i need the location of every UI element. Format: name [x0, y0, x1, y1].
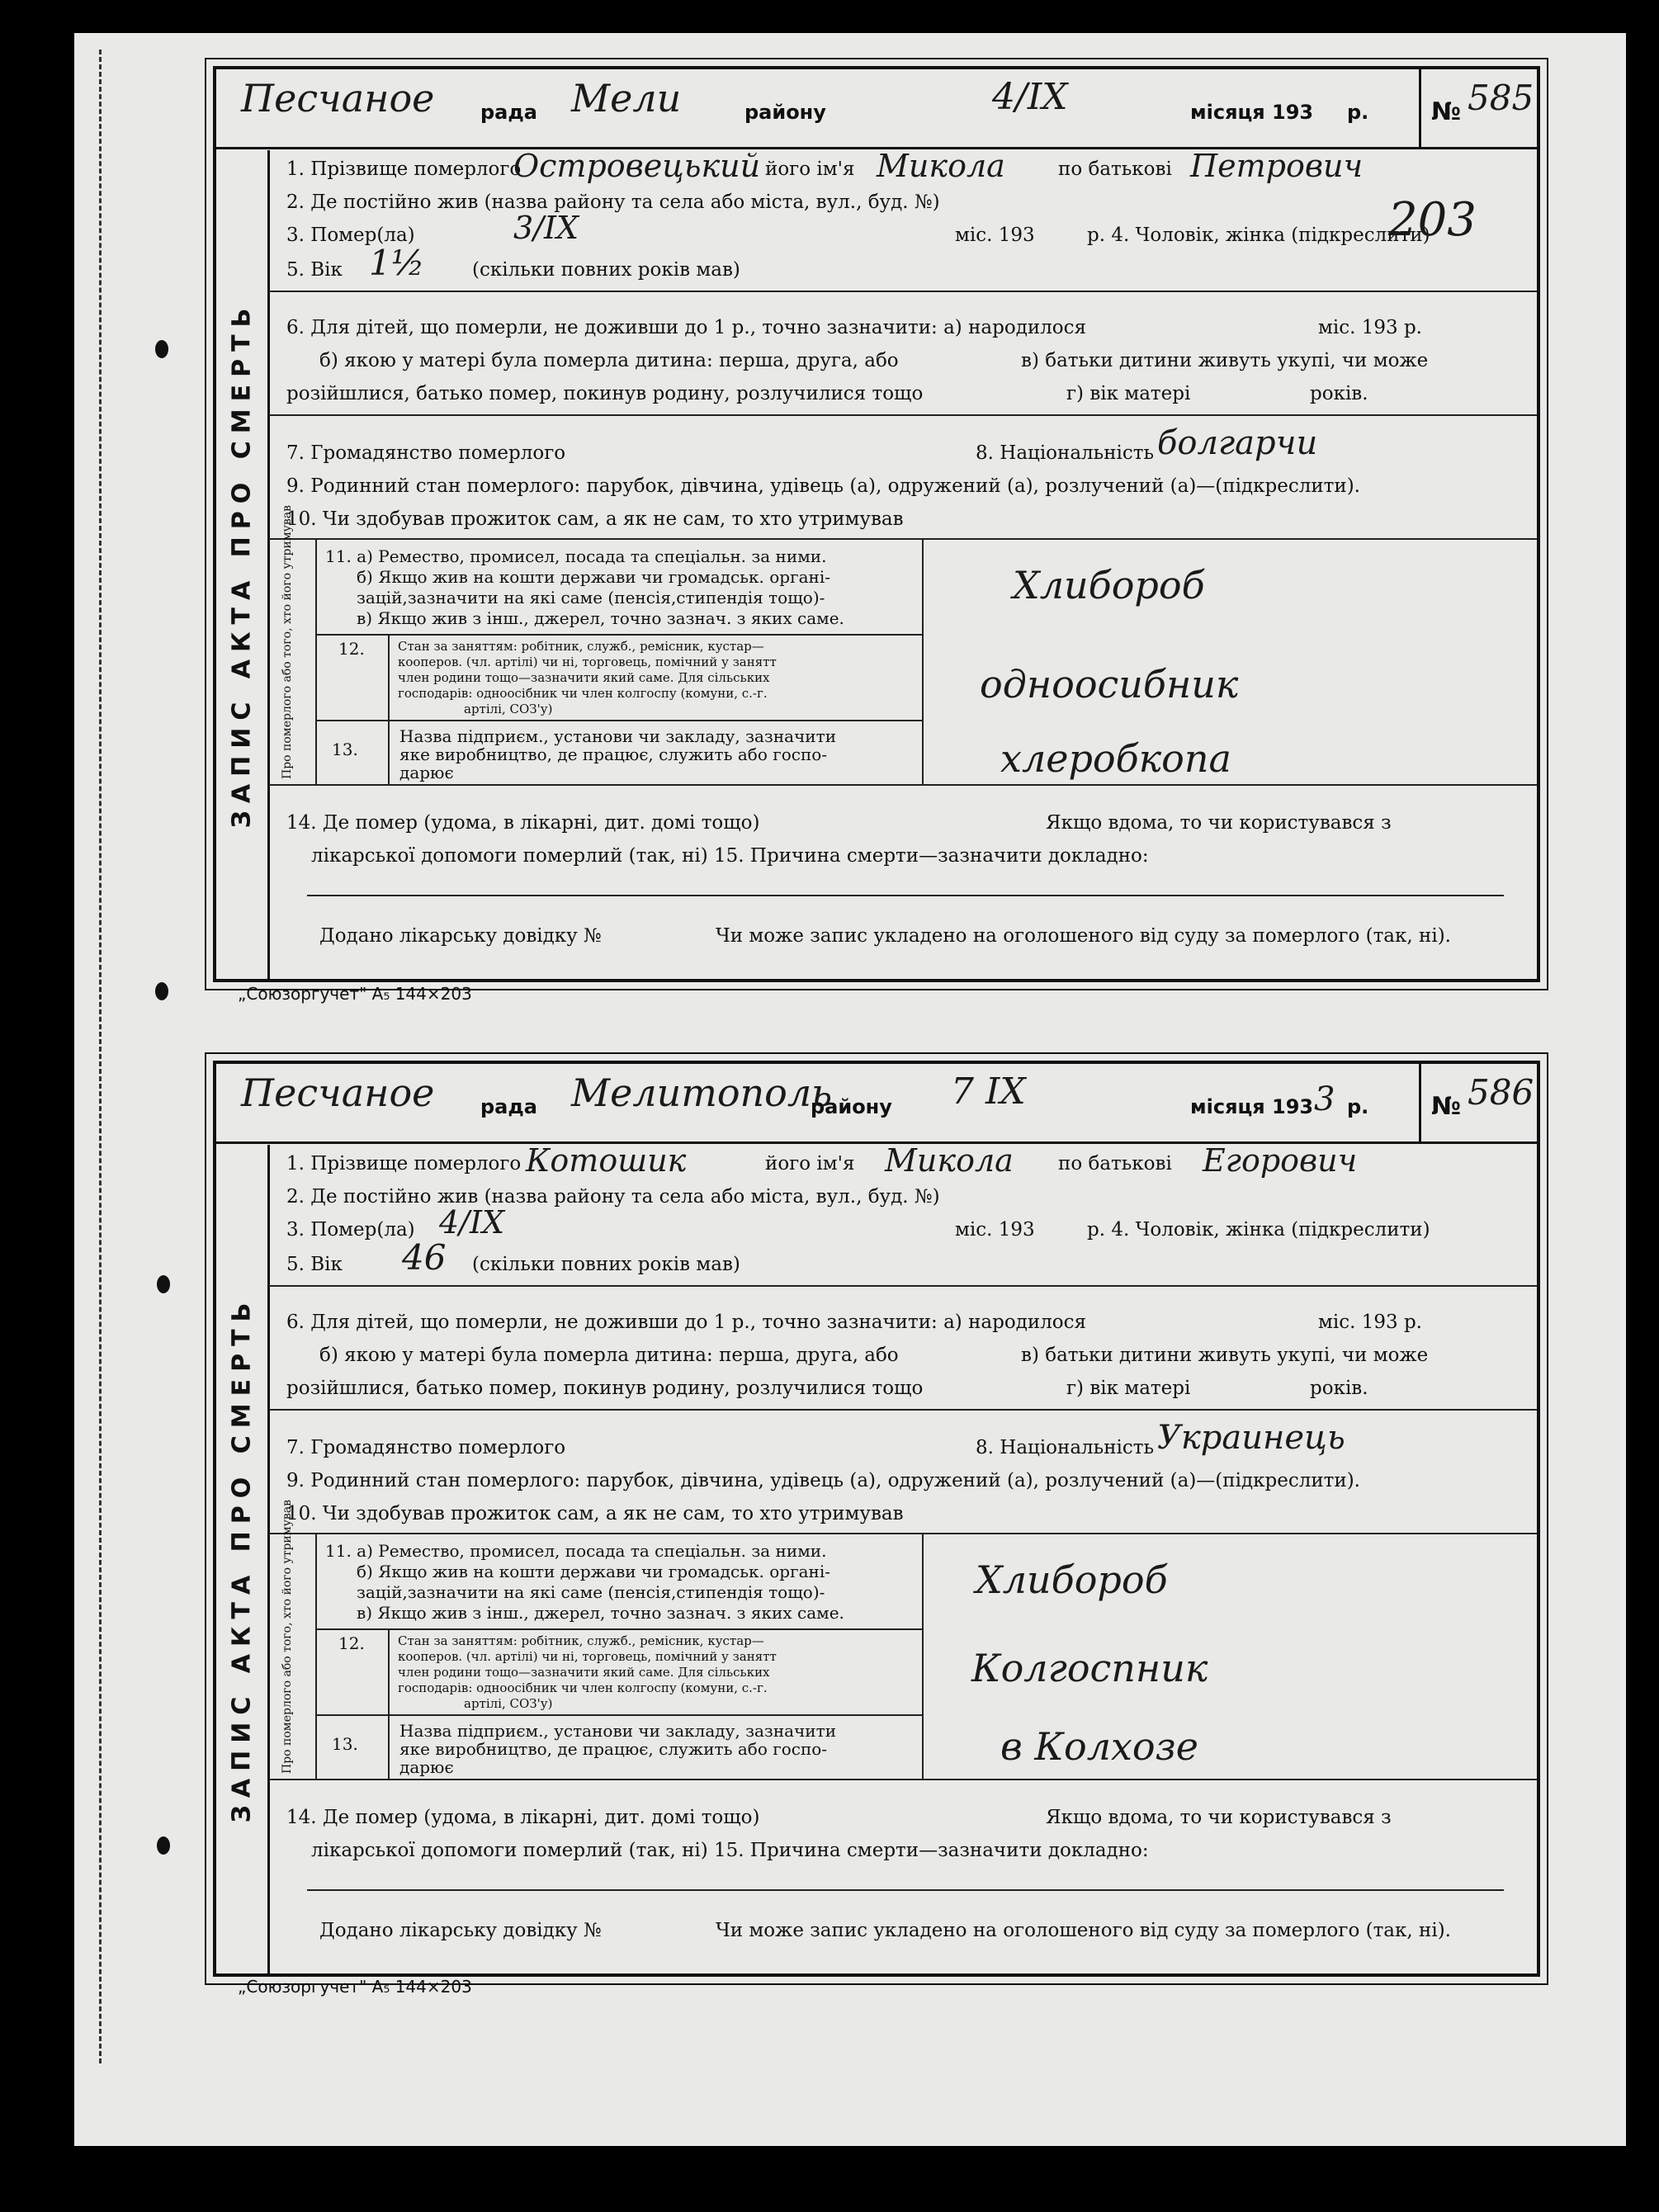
q5-label: 5. Вік — [286, 259, 343, 281]
record-date-value: 4/IX — [992, 76, 1068, 118]
record-number-box — [1419, 69, 1537, 147]
given-name-value: Микола — [885, 1142, 1014, 1179]
q11-line: б) Якщо жив на кошти держави чи громадськ. органі- — [357, 1562, 830, 1581]
q12-line: господарів: одноосібник чи член колгоспу (комуни, с.-г. — [398, 686, 768, 701]
name-label: його ім'я — [765, 1153, 855, 1175]
q11-line: зацій,зазначити на які саме (пенсія,стипендія тощо)- — [357, 1582, 825, 1602]
q12-line: член родини тощо—зазначити який саме. Для сільських — [398, 670, 770, 685]
q4-label: р. 4. Чоловік, жінка (підкреслити) — [1087, 225, 1430, 246]
form-footer: „Союзоргучет" А₅ 144×203 — [238, 1977, 472, 1997]
district-value: Мелитополь — [571, 1071, 833, 1115]
q12-line: господарів: одноосібник чи член колгоспу (комуни, с.-г. — [398, 1680, 768, 1695]
q9-label: 9. Родинний стан померлого: парубок, дівчина, удівець (а), одружений (а), розлучений (а)—(підкреслити). — [286, 1470, 1360, 1491]
punch-hole — [157, 1275, 170, 1293]
q3-month-label: міс. 193 — [955, 225, 1035, 246]
q11-line: б) Якщо жив на кошти держави чи громадськ. органі- — [357, 567, 830, 587]
q13-line: Назва підприєм., установи чи закладу, зазначити — [399, 1721, 837, 1741]
q1-label: 1. Прізвище померлого — [286, 1153, 522, 1175]
q15-label: лікарської допомоги померлий (так, ні) 15. Причина смерти—зазначити докладно: — [311, 845, 1149, 867]
q12-line: кооперов. (чл. артілі) чи ні, торговець, помічний у занятт — [398, 1649, 777, 1664]
record-number: 585 — [1468, 78, 1534, 118]
q12-line: артілі, СОЗ'у) — [464, 702, 553, 716]
q6-line2-tail: в) батьки дитини живуть укупі, чи може — [1021, 350, 1429, 371]
workplace-value: в Колхозе — [1000, 1724, 1198, 1769]
q13-line: яке виробництво, де працює, служить або госпо- — [399, 1739, 828, 1759]
death-date-value: 4/IX — [439, 1204, 505, 1241]
q13-line: дарює — [399, 1757, 454, 1777]
record-date-value: 7 IX — [951, 1071, 1026, 1113]
q11-line: в) Якщо жив з інш., джерел, точно зазнач. з яких саме. — [357, 608, 844, 628]
q11-line: зацій,зазначити на які саме (пенсія,стипендія тощо)- — [357, 588, 825, 607]
district-label: району — [744, 101, 826, 124]
q12-line: Стан за заняттям: робітник, служб., ремісник, кустар— — [398, 1633, 764, 1648]
patronymic-label: по батькові — [1058, 158, 1172, 180]
q3-label: 3. Помер(ла) — [286, 225, 415, 246]
month-label: місяця 193 — [1190, 1095, 1314, 1118]
q10-label: 10. Чи здобував прожиток сам, а як не сам, то хто утримував — [286, 1503, 904, 1524]
surname-value: Котошик — [526, 1142, 687, 1179]
side-title: ЗАПИС АКТА ПРО СМЕРТЬ — [227, 1295, 257, 1823]
year-label: р. — [1347, 101, 1369, 124]
q6-line3-end: років. — [1310, 1378, 1368, 1399]
q12-line: Стан за заняттям: робітник, служб., ремісник, кустар— — [398, 639, 764, 654]
q2-label: 2. Де постійно жив (назва району та села або міста, вул., буд. №) — [286, 1186, 940, 1208]
q12-line: артілі, СОЗ'у) — [464, 1696, 553, 1711]
nationality-value: болгарчи — [1157, 424, 1318, 462]
q1-label: 1. Прізвище померлого — [286, 158, 522, 180]
name-label: його ім'я — [765, 158, 855, 180]
q10-label: 10. Чи здобував прожиток сам, а як не сам, то хто утримував — [286, 508, 904, 530]
q13-number: 13. — [332, 1734, 358, 1754]
side-title: ЗАПИС АКТА ПРО СМЕРТЬ — [227, 300, 257, 829]
workplace-value: хлеробкопа — [1000, 736, 1231, 781]
q11-line: 11. а) Ремество, промисел, посада та спеціальн. за ними. — [325, 546, 827, 566]
number-label: № — [1431, 97, 1462, 126]
q14-label: 14. Де помер (удома, в лікарні, дит. домі тощо) — [286, 1807, 760, 1828]
form-header — [216, 69, 1537, 149]
patronymic-label: по батькові — [1058, 1153, 1172, 1175]
age-value: 1½ — [369, 243, 425, 283]
q7-label: 7. Громадянство померлого — [286, 1437, 566, 1458]
patronymic-value: Егорович — [1203, 1142, 1358, 1179]
perforation-line — [99, 50, 102, 2063]
record-number-box — [1419, 1064, 1537, 1141]
village-value: Песчаное — [241, 76, 435, 121]
q2-label: 2. Де постійно жив (назва району та села або міста, вул., буд. №) — [286, 191, 940, 213]
death-date-value: 3/IX — [513, 210, 579, 246]
q11-line: в) Якщо жив з інш., джерел, точно зазнач. з яких саме. — [357, 1603, 844, 1623]
q5-label: 5. Вік — [286, 1254, 343, 1275]
q6-line3-tail: г) вік матері — [1066, 383, 1191, 404]
q11-line: 11. а) Ремество, промисел, посада та спеціальн. за ними. — [325, 1541, 827, 1561]
nationality-value: Украинець — [1157, 1419, 1345, 1457]
side-number: 203 — [1388, 193, 1477, 247]
q15-label: лікарської допомоги померлий (так, ні) 15. Причина смерти—зазначити докладно: — [311, 1840, 1149, 1861]
patronymic-value: Петрович — [1190, 148, 1364, 184]
month-label: місяця 193 — [1190, 101, 1314, 124]
village-value: Песчаное — [241, 1071, 435, 1115]
given-name-value: Микола — [877, 148, 1005, 184]
court-question: Чи може запис укладено на оголошеного від суду за померлого (так, ні). — [716, 925, 1451, 947]
q5-tail: (скільки повних років мав) — [472, 1254, 740, 1275]
q3-label: 3. Помер(ла) — [286, 1219, 415, 1241]
court-question: Чи може запис укладено на оголошеного від суду за померлого (так, ні). — [716, 1920, 1451, 1941]
q6-line2-tail: в) батьки дитини живуть укупі, чи може — [1021, 1345, 1429, 1366]
status-value: Колгоспник — [971, 1646, 1208, 1690]
q13-line: яке виробництво, де працює, служить або госпо- — [399, 744, 828, 764]
q6-line3: розійшлися, батько помер, покинув родину, розлучилися тощо — [286, 383, 924, 404]
q14-label: 14. Де помер (удома, в лікарні, дит. домі тощо) — [286, 812, 760, 834]
status-value: одноосибник — [980, 662, 1239, 707]
q6-line2: б) якою у матері була померла дитина: перша, друга, або — [319, 1345, 899, 1366]
age-value: 46 — [402, 1237, 447, 1278]
occupation-value: Хлибороб — [976, 1557, 1168, 1602]
punch-hole — [155, 340, 168, 358]
q3-month-label: міс. 193 — [955, 1219, 1035, 1241]
q6-line3: розійшлися, батько помер, покинув родину, розлучилися тощо — [286, 1378, 924, 1399]
q12-line: член родини тощо—зазначити який саме. Для сільських — [398, 1665, 770, 1680]
year-suffix: 3 — [1314, 1080, 1335, 1118]
year-label: р. — [1347, 1095, 1369, 1118]
certificate-label: Додано лікарську довідку № — [319, 925, 602, 947]
side-small-label: Про померлого або того, хто його утримував — [281, 1500, 294, 1774]
district-label: району — [811, 1095, 892, 1118]
q6-line1: 6. Для дітей, що померли, не доживши до 1 р., точно зазначити: а) народилося — [286, 1312, 1087, 1333]
form-footer: „Союзоргучет" А₅ 144×203 — [238, 984, 472, 1004]
q12-line: кооперов. (чл. артілі) чи ні, торговець, помічний у занятт — [398, 655, 777, 669]
q5-tail: (скільки повних років мав) — [472, 259, 740, 281]
q6-line1-tail: міс. 193 р. — [1318, 317, 1422, 338]
q13-line: дарює — [399, 763, 454, 782]
occupation-value: Хлибороб — [1013, 563, 1205, 607]
side-band — [216, 1145, 270, 1973]
q6-line1: 6. Для дітей, що померли, не доживши до 1 р., точно зазначити: а) народилося — [286, 317, 1087, 338]
q8-label: 8. Національність — [976, 1437, 1155, 1458]
side-band — [216, 150, 270, 979]
punch-hole — [155, 982, 168, 1000]
q6-line1-tail: міс. 193 р. — [1318, 1312, 1422, 1333]
q6-line2: б) якою у матері була померла дитина: перша, друга, або — [319, 350, 899, 371]
certificate-label: Додано лікарську довідку № — [319, 1920, 602, 1941]
q9-label: 9. Родинний стан померлого: парубок, дівчина, удівець (а), одружений (а), розлучений (а)—(підкреслити). — [286, 475, 1360, 497]
q12-number: 12. — [338, 1633, 365, 1653]
q14-tail: Якщо вдома, то чи користувався з — [1046, 1807, 1392, 1828]
q13-line: Назва підприєм., установи чи закладу, зазначити — [399, 726, 837, 746]
record-number: 586 — [1468, 1072, 1534, 1113]
number-label: № — [1431, 1092, 1462, 1121]
punch-hole — [157, 1836, 170, 1855]
district-value: Мели — [571, 76, 682, 121]
q4-label: р. 4. Чоловік, жінка (підкреслити) — [1087, 1219, 1430, 1241]
death-record-form-1 — [213, 66, 1540, 982]
q6-line3-tail: г) вік матері — [1066, 1378, 1191, 1399]
q12-number: 12. — [338, 639, 365, 659]
q13-number: 13. — [332, 740, 358, 759]
q7-label: 7. Громадянство померлого — [286, 442, 566, 464]
surname-value: Островецький — [513, 148, 761, 184]
form-header — [216, 1064, 1537, 1144]
q8-label: 8. Національність — [976, 442, 1155, 464]
q6-line3-end: років. — [1310, 383, 1368, 404]
q14-tail: Якщо вдома, то чи користувався з — [1046, 812, 1392, 834]
death-record-form-2 — [213, 1061, 1540, 1977]
rada-label: рада — [480, 101, 537, 124]
rada-label: рада — [480, 1095, 537, 1118]
side-small-label: Про померлого або того, хто його утримував — [281, 505, 294, 779]
